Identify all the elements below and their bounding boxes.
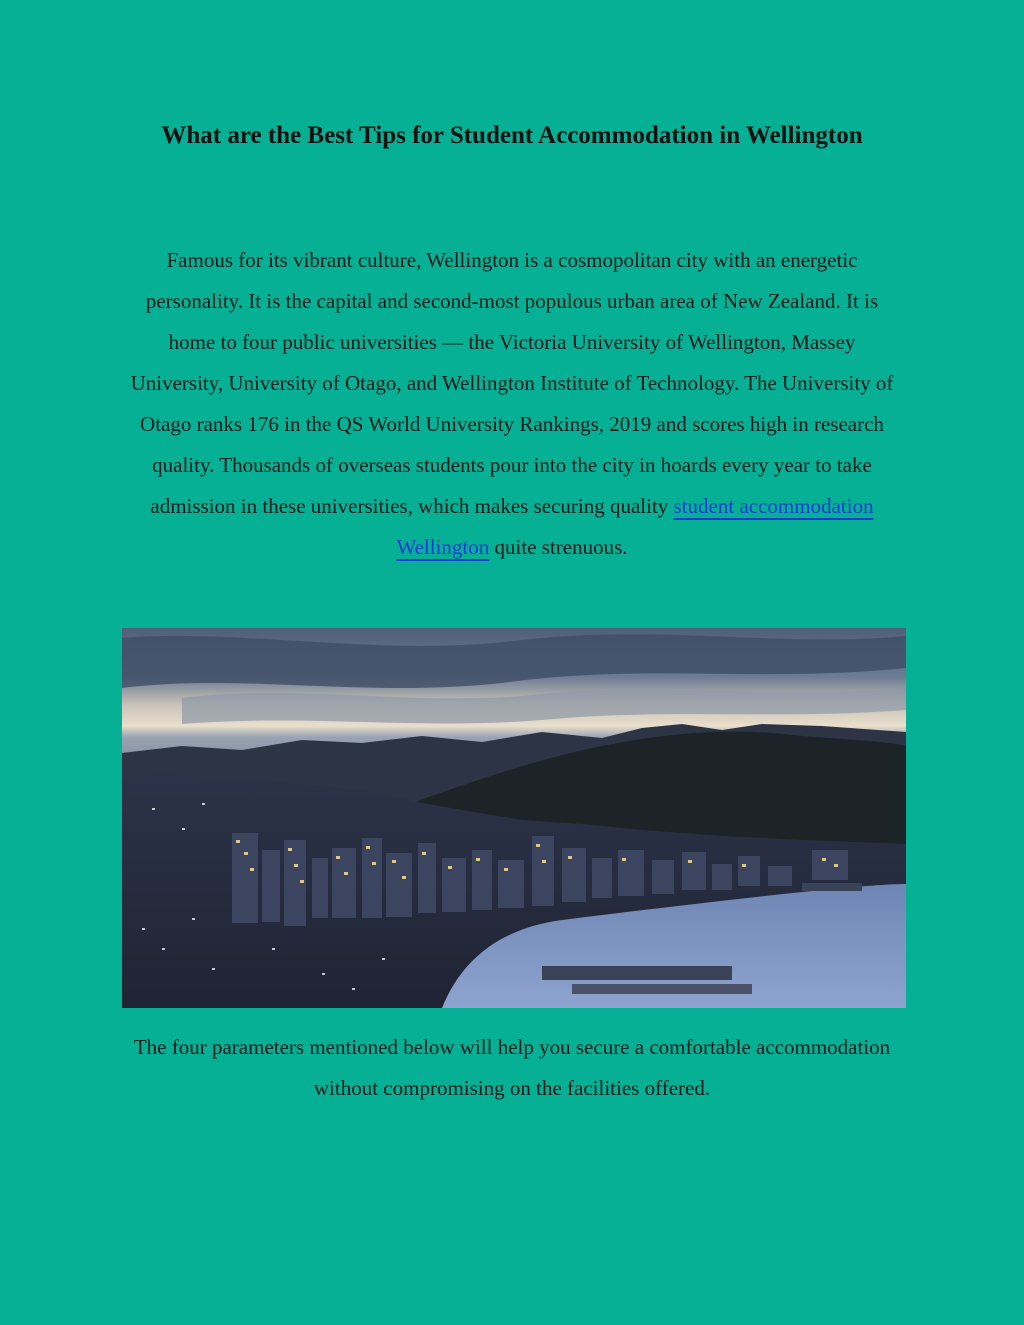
document-title: What are the Best Tips for Student Accommodation in Wellington: [161, 122, 863, 149]
intro-text-after-link: quite strenuous.: [489, 535, 628, 559]
intro-text-before-link: Famous for its vibrant culture, Wellington is a cosmopolitan city with an energetic personality. It is the capital and second-most populous urban area of New Zealand. It is home to four public universities — the Victoria University of Wellington, Massey University, University of Otago, and Wellington Institute of Technology. The University of Otago ranks 176 in the QS World University Rankings, 2019 and scores high in research quality. Thousands of overseas students pour into the city in hoards every year to take admission in these universities, which makes securing quality: [130, 248, 894, 518]
intro-paragraph: [122, 240, 902, 568]
wellington-city-photo: [122, 628, 906, 1008]
student-accommodation-link[interactable]: student accommodation Wellington: [396, 494, 874, 559]
outro-paragraph: The four parameters mentioned below will help you secure a comfortable accommodation without compromising on the facilities offered.: [133, 1035, 891, 1100]
